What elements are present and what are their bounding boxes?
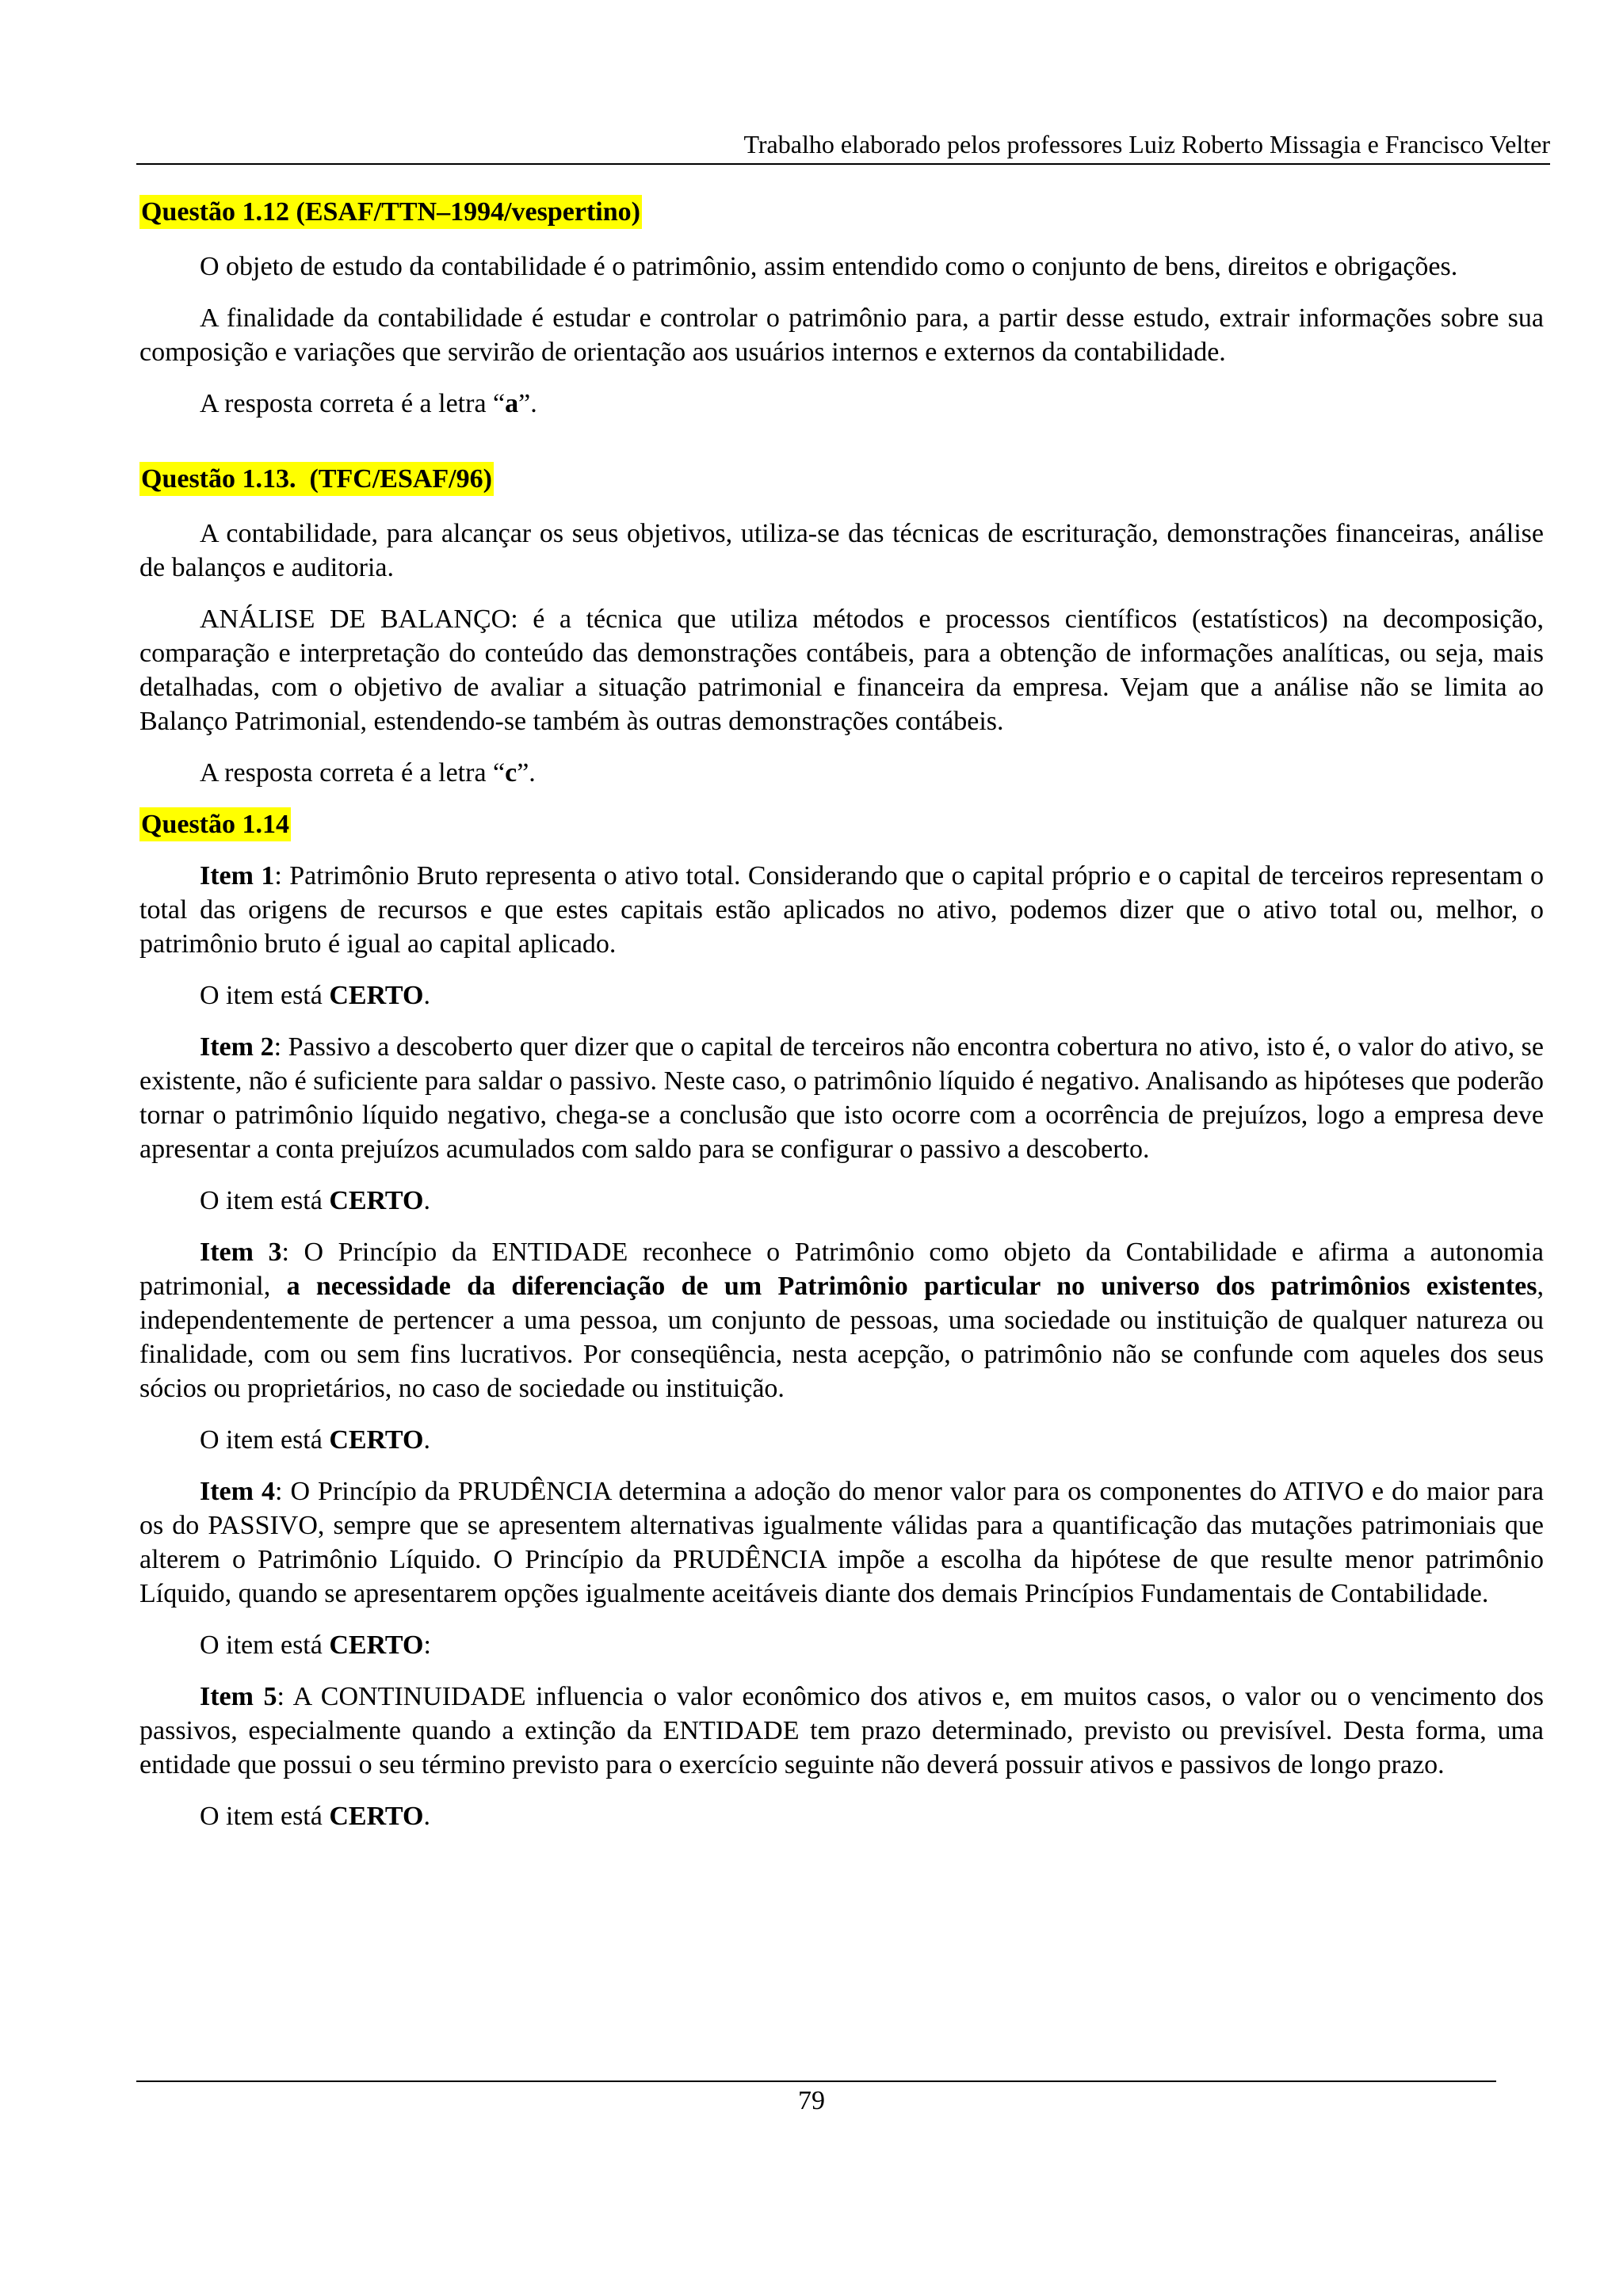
page-number: 79 xyxy=(798,2086,825,2115)
paragraph: ANÁLISE DE BALANÇO: é a técnica que utiliza métodos e processos científicos (estatísticos) na decomposição, comparação e interpretação do conteúdo das demonstrações contábeis, para a obtenção de informações analíticas, ou seja, mais detalhadas, com o objetivo de avaliar a situação patrimonial e financeira da empresa. Vejam que a análise não se limita ao Balanço Patrimonial, estendendo-se também às outras demonstrações contábeis. xyxy=(139,605,1544,736)
answer-line: A resposta correta é a letra “c”. xyxy=(200,758,536,788)
item-4-verdict: O item está CERTO: xyxy=(200,1630,431,1660)
answer-line: A resposta correta é a letra “a”. xyxy=(200,389,537,418)
item-3-paragraph: Item 3: O Princípio da ENTIDADE reconhece o Patrimônio como objeto da Contabilidade e afirma a autonomia patrimonial, a necessidade da diferenciação de um Patrimônio particular no universo dos patrimônios existentes, independentemente de pertencer a uma pessoa, um conjunto de pessoas, uma sociedade ou instituição de qualquer natureza ou finalidade, com ou sem fins lucrativos. Por conseqüência, nesta acepção, o patrimônio não se confunde com aqueles dos seus sócios ou proprietários, no caso de sociedade ou instituição. xyxy=(139,1238,1544,1403)
item-1-paragraph: Item 1: Patrimônio Bruto representa o ativo total. Considerando que o capital próprio e o capital de terceiros representam o total das origens de recursos e que estes capitais estão aplicados no ativo, podemos dizer que o ativo total ou, melhor, o patrimônio bruto é igual ao capital aplicado. xyxy=(139,861,1545,959)
paragraph: A finalidade da contabilidade é estudar e controlar o patrimônio para, a partir desse estudo, extrair informações sobre sua composição e variações que servirão de orientação aos usuários internos e externos da contabilidade. xyxy=(139,303,1544,367)
answer-letter: a xyxy=(505,389,519,418)
question-1-13-heading xyxy=(139,462,1544,496)
item-label: Item 4 xyxy=(200,1477,275,1506)
answer-letter: c xyxy=(505,758,517,788)
question-title: Questão 1.14 xyxy=(139,807,291,841)
item-1-verdict: O item está CERTO. xyxy=(200,981,430,1010)
paragraph: O objeto de estudo da contabilidade é o patrimônio, assim entendido como o conjunto de bens, direitos e obrigações. xyxy=(200,252,1458,281)
item-4-paragraph: Item 4: O Princípio da PRUDÊNCIA determina a adoção do menor valor para os componentes do ATIVO e do maior para os do PASSIVO, sempre que se apresentem alternativas igualmente válidas para a quantificação das mutações patrimoniais que alterem o Patrimônio Líquido. O Princípio da PRUDÊNCIA impõe a escolha da hipótese de que resulte menor patrimônio Líquido, quando se apresentarem opções igualmente aceitáveis diante dos demais Princípios Fundamentais de Contabilidade. xyxy=(139,1477,1545,1608)
item-5-paragraph: Item 5: A CONTINUIDADE influencia o valor econômico dos ativos e, em muitos casos, o valor ou o vencimento dos passivos, especialmente quando a extinção da ENTIDADE tem prazo determinado, previsto ou previsível. Desta forma, uma entidade que possui o seu término previsto para o exercício seguinte não deverá possuir ativos e passivos de longo prazo. xyxy=(139,1682,1544,1779)
item-3-verdict: O item está CERTO. xyxy=(200,1425,430,1455)
item-2-paragraph: Item 2: Passivo a descoberto quer dizer que o capital de terceiros não encontra cobertura no ativo, isto é, o valor do ativo, se existente, não é suficiente para saldar o passivo. Neste caso, o patrimônio líquido é negativo. Analisando as hipóteses que poderão tornar o patrimônio líquido negativo, chega-se a conclusão que isto ocorre com a ocorrência de prejuízos, logo a empresa deve apresentar a conta prejuízos acumulados com saldo para se configurar o passivo a descoberto. xyxy=(139,1032,1545,1164)
item-label: Item 2 xyxy=(200,1032,274,1062)
page-content xyxy=(139,195,1544,1833)
question-1-12-heading xyxy=(139,195,1544,229)
question-title: Questão 1.12 (ESAF/TTN–1994/vespertino) xyxy=(139,195,642,229)
footer-divider xyxy=(136,2081,1496,2082)
item-5-verdict: O item está CERTO. xyxy=(200,1802,430,1831)
paragraph: A contabilidade, para alcançar os seus objetivos, utiliza-se das técnicas de escrituração, demonstrações financeiras, análise de balanços e auditoria. xyxy=(139,519,1544,582)
item-2-verdict: O item está CERTO. xyxy=(200,1186,430,1215)
item-label: Item 5 xyxy=(200,1682,277,1711)
item-label: Item 1 xyxy=(200,861,275,891)
header-divider xyxy=(136,163,1550,165)
question-1-14-heading xyxy=(139,807,1544,841)
item-label: Item 3 xyxy=(200,1238,282,1267)
emphasis-text: a necessidade da diferenciação de um Patrimônio particular no universo dos patrimônios existentes xyxy=(286,1272,1537,1301)
question-title: Questão 1.13. (TFC/ESAF/96) xyxy=(139,462,494,496)
running-header: Trabalho elaborado pelos professores Luiz Roberto Missagia e Francisco Velter xyxy=(743,130,1550,158)
